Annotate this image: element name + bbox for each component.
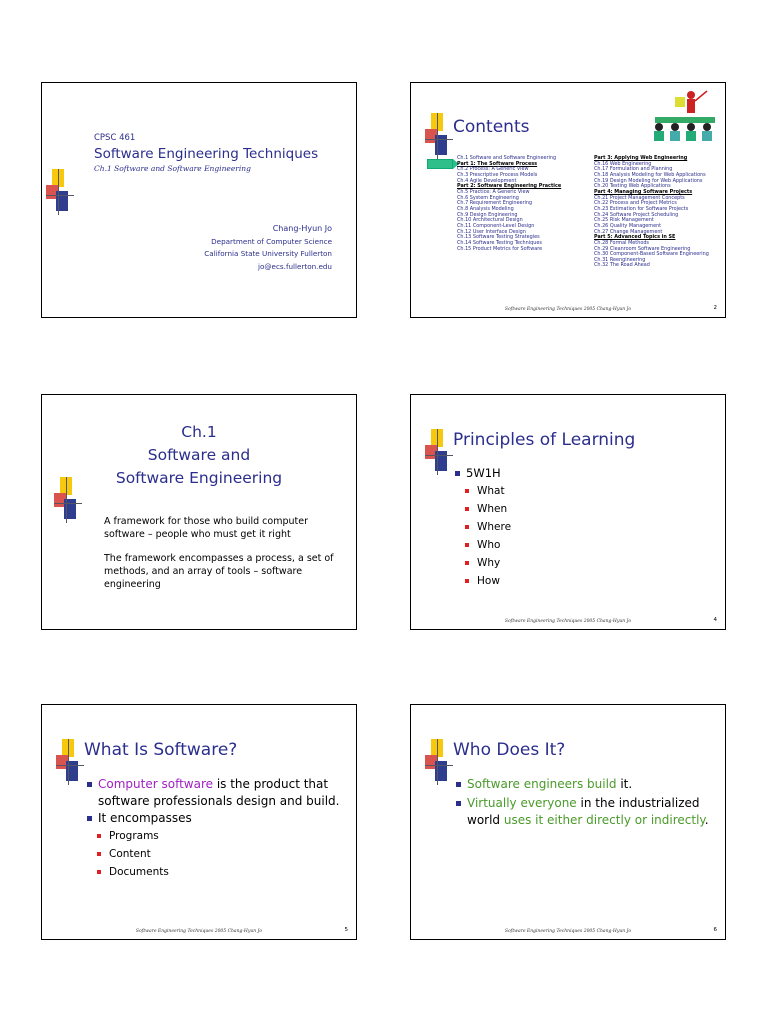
slide-title: Software Engineering Techniques [94,146,319,162]
contents-chapter-item: Ch.23 Estimation for Software Projects [594,205,689,212]
bullet-item [456,776,718,793]
contents-chapter-item: Ch.22 Process and Project Metrics [594,200,677,207]
contents-chapter-item: Ch.4 Agile Development [457,177,517,184]
contents-chapter-item: Ch.27 Change Management [594,228,663,235]
slide-title: What Is Software? [84,740,238,760]
paragraph: The framework encompasses a process, a set of methods, and an array of tools – software engineering [104,553,334,590]
slide-subtitle: Ch.1 Software and Software Engineering [94,164,251,173]
contents-chapter-item: Ch.18 Analysis Modeling for Web Applications [594,171,706,178]
bullet-item [87,776,349,810]
slide-title: Principles of Learning [453,430,636,450]
slide-footer: Software Engineering Techniques 2005 Chang-Hyun Jo [504,307,632,312]
chapter-title [42,421,356,490]
slide-footer: Software Engineering Techniques 2005 Chang-Hyun Jo [504,619,632,624]
contents-chapter-item: Ch.25 Risk Management [594,217,654,224]
contents-chapter-item: Ch.5 Practice: A Generic View [457,188,530,195]
slide-5 [41,704,357,940]
slide-footer: Software Engineering Techniques 2005 Chang-Hyun Jo [504,929,632,934]
slide-3 [41,394,357,630]
sub-bullet-item: Documents [97,863,349,881]
page-number: 5 [344,927,348,933]
contents-chapter-item: Ch.21 Project Management Concepts [594,194,685,201]
contents-chapter-item: Ch.30 Component-Based Software Engineering [594,251,709,258]
sub-bullet-item: Why [465,554,511,572]
slide-decoration-icon [425,113,451,161]
contents-chapter-item: Ch.13 Software Testing Strategies [457,234,540,241]
contents-chapter-item: Ch.15 Product Metrics for Software [457,245,543,252]
highlight-text: Computer software [98,777,214,791]
slide-4 [410,394,726,630]
bullet-text: is the product that software professionals design and build. [98,777,340,808]
university: California State University Fullerton [204,249,332,258]
contents-chapter-item: Ch.1 Software and Software Engineering [457,155,557,161]
contents-chapter-item: Ch.6 System Engineering [457,194,519,201]
contents-chapter-item: Ch.32 The Road Ahead [594,262,650,269]
bullet-item: It encompasses [87,810,349,827]
email: jo@ecs.fullerton.edu [257,261,332,271]
slide-decoration-icon [425,429,451,477]
contents-chapter-item: Ch.28 Formal Methods [594,239,649,246]
paragraph: A framework for those who build computer software – people who must get it right [104,516,308,540]
contents-chapter-item: Ch.24 Software Project Scheduling [594,211,679,218]
sub-bullet-item: How [465,572,511,590]
chapter-body [104,515,349,602]
slide-title: Contents [453,117,530,137]
contents-chapter-item: Ch.16 Web Engineering [594,160,652,167]
author-block [204,223,332,273]
bullet-text: it. [616,777,633,791]
bullet-list [455,465,511,590]
sub-bullet-item: Content [97,845,349,863]
slide-footer: Software Engineering Techniques 2005 Chang-Hyun Jo [135,929,263,934]
contents-part-heading: Part 5: Advanced Topics in SE [594,234,676,241]
bullet-list [87,776,349,881]
department: Department of Computer Science [211,236,332,246]
contents-chapter-item: Ch.20 Testing Web Applications [594,183,671,190]
contents-chapter-item: Ch.14 Software Testing Techniques [457,239,542,246]
current-chapter-arrow-icon [427,159,453,169]
contents-chapter-item: Ch.2 Process: A Generic View [457,166,529,173]
bullet-item: 5W1H [455,465,511,482]
sub-bullet-item: Programs [97,827,349,845]
contents-chapter-item: Ch.3 Prescriptive Process Models [457,171,538,178]
highlight-text: uses it either directly or indirectly [503,813,705,827]
contents-column-left [457,156,561,252]
contents-chapter-item: Ch.12 User Interface Design [457,228,526,235]
sub-bullet-item: Where [465,518,511,536]
slide-title: Who Does It? [453,740,566,760]
chapter-title-line: Ch.1 [181,423,217,441]
contents-chapter-item: Ch.26 Quality Management [594,222,662,229]
contents-chapter-item: Ch.17 Formulation and Planning [594,166,673,173]
bullet-list [456,776,718,829]
contents-chapter-item: Ch.9 Design Engineering [457,211,518,218]
contents-chapter-item: Ch.10 Architectural Design [457,217,523,224]
chapter-title-line: Software and [147,446,251,464]
contents-chapter-item: Ch.11 Component-Level Design [457,222,535,229]
contents-chapter-item: Ch.29 Cleanroom Software Engineering [594,245,691,252]
slide-decoration-icon [425,739,451,787]
page-number: 6 [713,927,717,933]
bullet-text: in the industrialized world [467,796,700,827]
contents-part-heading: Part 4: Managing Software Projects [594,188,693,195]
bullet-item [456,795,718,829]
contents-chapter-item: Ch.31 Reengineering [594,256,646,263]
page-number: 4 [713,617,717,623]
contents-chapter-item: Ch.8 Analysis Modeling [457,205,514,212]
highlight-text: Virtually everyone [467,796,577,810]
slide-decoration-icon [56,739,82,787]
sub-bullet-item: When [465,500,511,518]
slide-1 [41,82,357,318]
sub-bullet-item: What [465,482,511,500]
contents-part-heading: Part 2: Software Engineering Practice [457,183,562,190]
contents-part-heading: Part 3: Applying Web Engineering [594,155,688,161]
author-name: Chang-Hyun Jo [272,224,332,233]
contents-chapter-item: Ch.19 Design Modeling for Web Applications [594,177,703,184]
contents-chapter-item: Ch.7 Requirement Engineering [457,200,533,207]
page-number: 2 [713,305,717,311]
slide-decoration-icon [46,169,72,217]
sub-bullet-item: Who [465,536,511,554]
presentation-clipart-icon [645,87,723,143]
contents-part-heading: Part 1: The Software Process [457,160,538,167]
chapter-title-line: Software Engineering [115,469,283,487]
highlight-text: Software engineers build [467,777,617,791]
slide-6 [410,704,726,940]
bullet-text: . [704,813,709,827]
slide-2 [410,82,726,318]
contents-column-right [594,156,709,269]
course-code: CPSC 461 [94,133,136,143]
